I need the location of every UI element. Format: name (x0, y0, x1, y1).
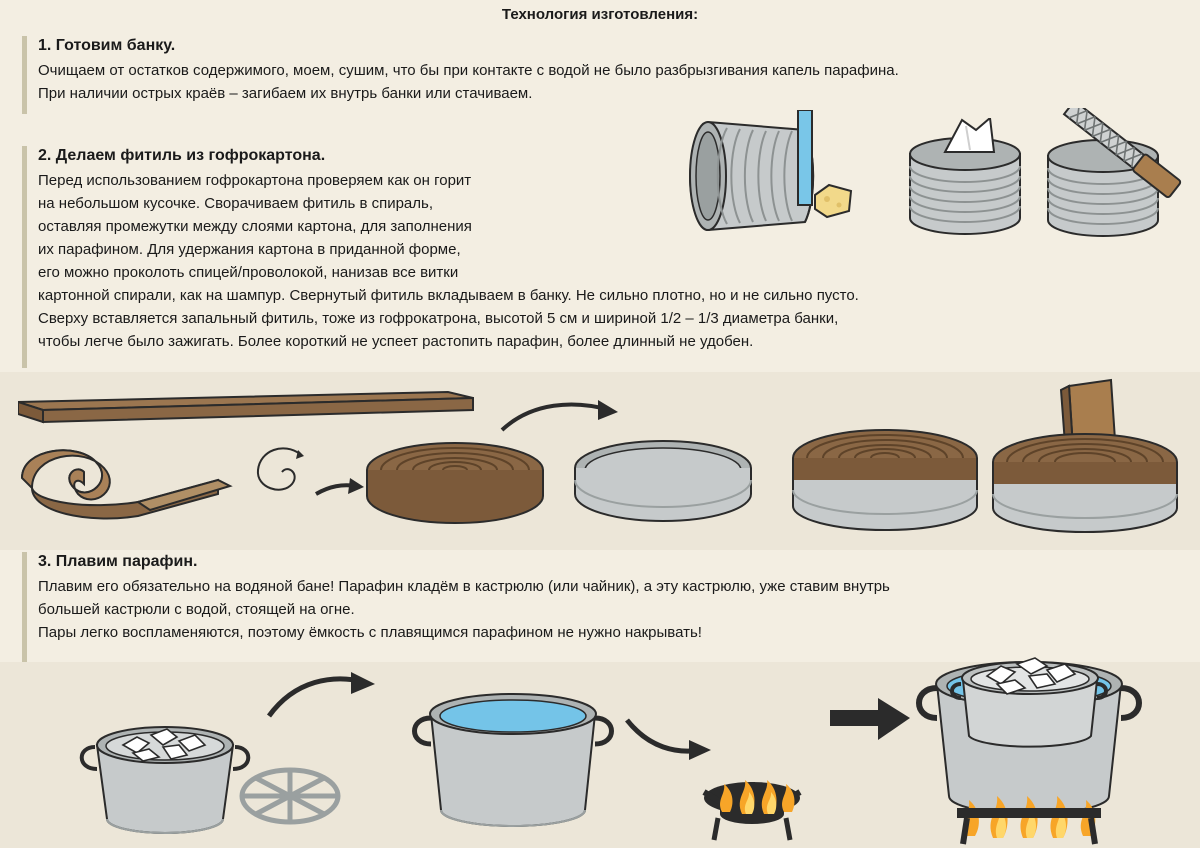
spiral-arrow-diagram (238, 432, 368, 512)
rolled-cardboard-coil (360, 430, 550, 540)
page-title: Технология изготовления: (501, 6, 699, 23)
step-2-line-5: его можно проколоть спицей/проволокой, нанизав все витки (38, 264, 459, 281)
step-1-line-1: Очищаем от остатков содержимого, моем, сушим, что бы при контакте с водой не было разбрызгивания капель парафина. (38, 62, 899, 79)
gas-burner-with-flames (690, 752, 815, 847)
step-1-heading: 1. Готовим банку. (38, 37, 176, 54)
water-bath-setup-on-fire (905, 640, 1155, 848)
step-2-line-7: Сверху вставляется запальный фитиль, тоже из гофрокатрона, высотой 5 см и шириной 1/2 – 1/3 диаметра банки, (38, 310, 839, 327)
corrugated-cardboard-strip (18, 388, 478, 428)
trivet-stand (235, 762, 345, 832)
step-2-line-2: на небольшом кусочке. Сворачиваем фитиль в спираль, (38, 195, 433, 212)
step-2-accent-bar (22, 146, 27, 368)
step-1-accent-bar (22, 36, 27, 114)
step-2-line-3: оставляя промежутки между слоями картона, для заполнения (38, 218, 472, 235)
step-3-accent-bar (22, 552, 27, 662)
step-1-block (22, 36, 1182, 114)
can-with-coil-inserted (785, 424, 985, 544)
step-2-line-4: их парафином. Для удержания картона в приданной форме, (38, 241, 461, 258)
empty-tin-can-open (568, 432, 758, 542)
step-2-heading: 2. Делаем фитиль из гофрокартона. (38, 147, 326, 164)
can-with-ignition-wick (985, 378, 1195, 548)
step-3-line-2: большей кастрюли с водой, стоящей на огне. (38, 601, 355, 618)
step-2-line-1: Перед использованием гофрокартона проверяем как он горит (38, 172, 472, 189)
step-3-heading: 3. Плавим парафин. (38, 553, 198, 570)
tin-can-with-paper-towel (890, 118, 1040, 248)
arrow-curved-2 (265, 672, 385, 722)
step-3-line-1: Плавим его обязательно на водяной бане! Парафин кладём в кастрюлю (или чайник), а эту кастрюлю, уже ставим внутрь (38, 578, 890, 595)
step-2-line-6: картонной спирали, как на шампур. Свернутый фитиль вкладываем в банку. Не сильно плотно, но и не сильно пусто. (38, 287, 859, 304)
tin-can-lying-with-sponge (655, 110, 855, 250)
small-pot-with-paraffin-chunks (75, 715, 255, 840)
cardboard-strip-rolling (18, 432, 238, 532)
tin-can-with-file-tool (1030, 108, 1200, 253)
step-2-line-8: чтобы легче было зажигать. Более короткий не успеет растопить парафин, более длинный не удобен. (38, 333, 754, 350)
arrow-straight-black (826, 690, 916, 750)
large-pot-with-water (405, 688, 620, 838)
step-3-line-3: Пары легко воспламеняются, поэтому ёмкость с плавящимся парафином не нужно накрывать! (38, 624, 702, 641)
step-1-line-2: При наличии острых краёв – загибаем их внутрь банки или стачиваем. (38, 85, 533, 102)
